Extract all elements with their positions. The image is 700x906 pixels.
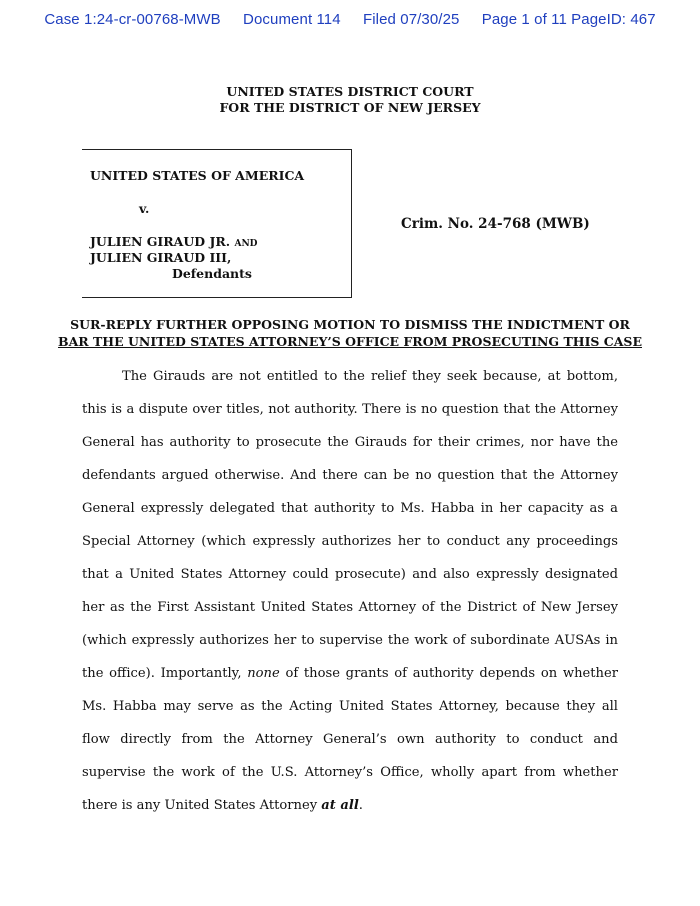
court-heading bbox=[0, 84, 700, 116]
plaintiff-name: UNITED STATES OF AMERICA bbox=[90, 168, 305, 183]
emphasis-at-all: at all bbox=[321, 798, 359, 813]
criminal-case-number: Crim. No. 24-768 (MWB) bbox=[401, 216, 590, 232]
defendant-line-2: JULIEN GIRAUD III, bbox=[90, 250, 232, 265]
body-text-part-2: of those grants of authority depends on whether Ms. Habba may serve as the Acting United States Attorney, because they all flow directly from the Attorney General’s own authority to conduct and supervise the work of the U.S. Attorney’s Office, wholly apart from whether there is any United States Attorney bbox=[82, 666, 618, 813]
emphasis-none: none bbox=[247, 666, 280, 681]
filed-date: Filed 07/30/25 bbox=[362, 11, 460, 28]
body-text-part-1: The Girauds are not entitled to the relief they seek because, at bottom, this is a dispute over titles, not authority. There is no question that the Attorney General has authority to prosecute the Girauds for their crimes, nor have the defendants argued otherwise. And there can be no question that the Attorney General expressly delegated that authority to Ms. Habba in her capacity as a Special Attorney (which expressly authorizes her to conduct any proceedings that a United States Attorney could prosecute) and also expressly designated her as the First Assistant United States Attorney of the District of New Jersey (which expressly authorizes her to supervise the work of subordinate AUSAs in the office). Importantly, bbox=[82, 369, 618, 681]
versus-label: v. bbox=[139, 201, 150, 216]
body-text-end: . bbox=[358, 798, 363, 813]
title-line-1: SUR-REPLY FURTHER OPPOSING MOTION TO DISMISS THE INDICTMENT OR bbox=[70, 317, 630, 332]
body-paragraph bbox=[82, 360, 618, 822]
defendant-line-1: JULIEN GIRAUD JR. and bbox=[90, 234, 258, 249]
page-info: Page 1 of 11 PageID: 467 bbox=[481, 11, 656, 28]
court-district: FOR THE DISTRICT OF NEW JERSEY bbox=[219, 100, 481, 115]
document-number: Document 114 bbox=[243, 11, 341, 28]
ecf-header bbox=[0, 11, 700, 28]
case-number: Case 1:24-cr-00768-MWB bbox=[44, 11, 221, 28]
title-line-2: BAR THE UNITED STATES ATTORNEY’S OFFICE FROM PROSECUTING THIS CASE bbox=[58, 334, 642, 349]
case-caption-box bbox=[82, 149, 352, 298]
defendants-label: Defendants bbox=[172, 266, 252, 281]
document-title bbox=[0, 316, 700, 350]
court-name: UNITED STATES DISTRICT COURT bbox=[226, 84, 474, 99]
